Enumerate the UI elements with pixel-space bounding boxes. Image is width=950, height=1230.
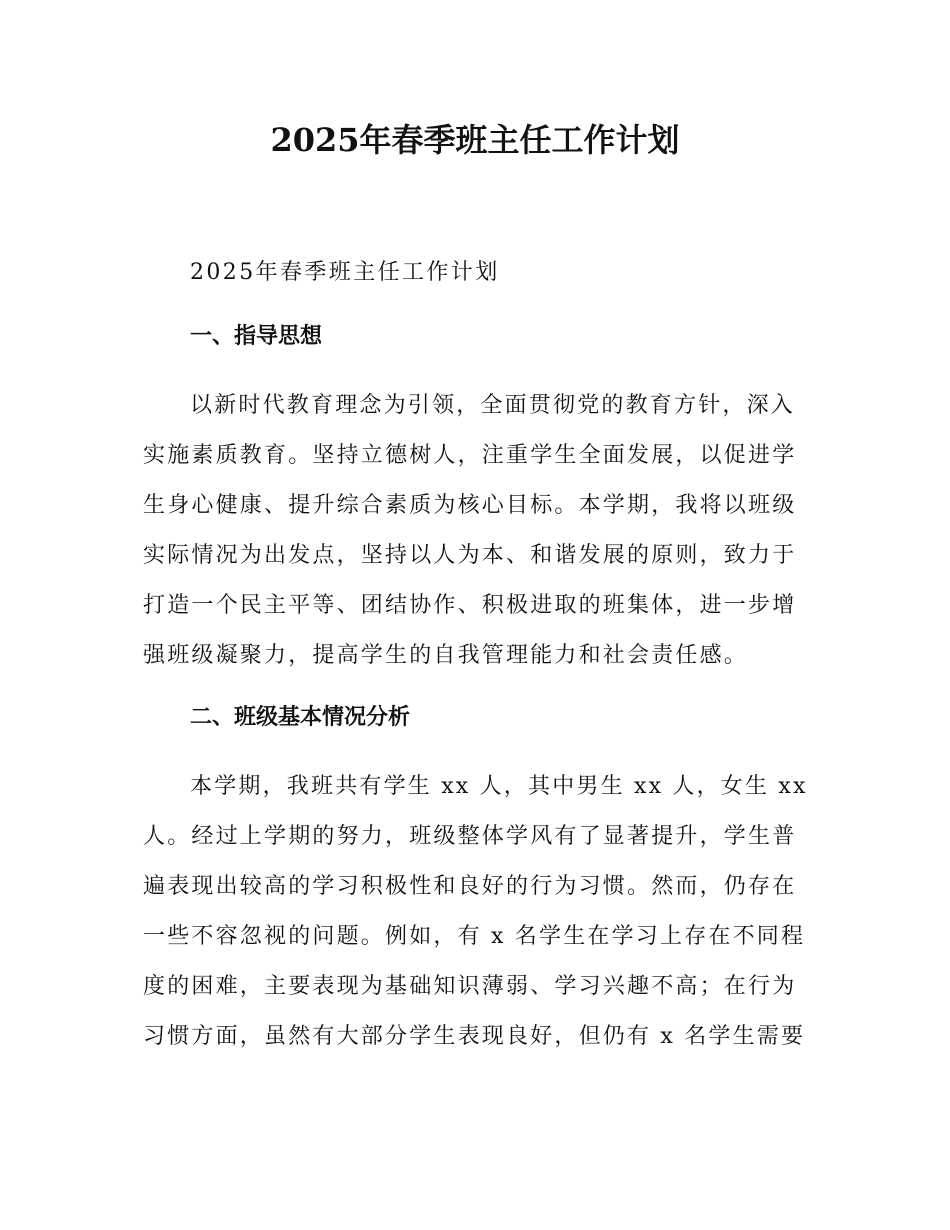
paragraph-line: 以新时代教育理念为引领，全面贯彻党的教育方针，深入 [190, 393, 796, 418]
paragraph-line: 打造一个民主平等、团结协作、积极进取的班集体，进一步增 [143, 593, 797, 618]
paragraph-line: 习惯方面，虽然有大部分学生表现良好，但仍有 x 名学生需要 [143, 1024, 806, 1049]
paragraph-line: 生身心健康、提升综合素质为核心目标。本学期，我将以班级 [143, 493, 797, 518]
paragraph-line: 一些不容忽视的问题。例如，有 x 名学生在学习上存在不同程 [143, 924, 806, 949]
paragraph-line: 实际情况为出发点，坚持以人为本、和谐发展的原则，致力于 [143, 543, 797, 568]
paragraph-line: 本学期，我班共有学生 xx 人，其中男生 xx 人，女生 xx [190, 774, 808, 799]
paragraph-line: 实施素质教育。坚持立德树人，注重学生全面发展，以促进学 [143, 443, 797, 468]
section-heading-class-analysis: 二、班级基本情况分析 [190, 705, 411, 730]
document-subtitle: 2025年春季班主任工作计划 [190, 260, 500, 285]
paragraph-line: 度的困难，主要表现为基础知识薄弱、学习兴趣不高；在行为 [143, 974, 797, 999]
document-title: 2025年春季班主任工作计划 [270, 121, 680, 159]
section-paragraph-guiding-ideology [143, 381, 811, 681]
paragraph-line: 强班级凝聚力，提高学生的自我管理能力和社会责任感。 [143, 643, 749, 668]
section-heading-guiding-ideology: 一、指导思想 [190, 324, 323, 349]
section-paragraph-class-analysis [143, 762, 811, 1062]
paragraph-line: 人。经过上学期的努力，班级整体学风有了显著提升，学生普 [143, 824, 797, 849]
paragraph-line: 遍表现出较高的学习积极性和良好的行为习惯。然而，仍存在 [143, 874, 797, 899]
